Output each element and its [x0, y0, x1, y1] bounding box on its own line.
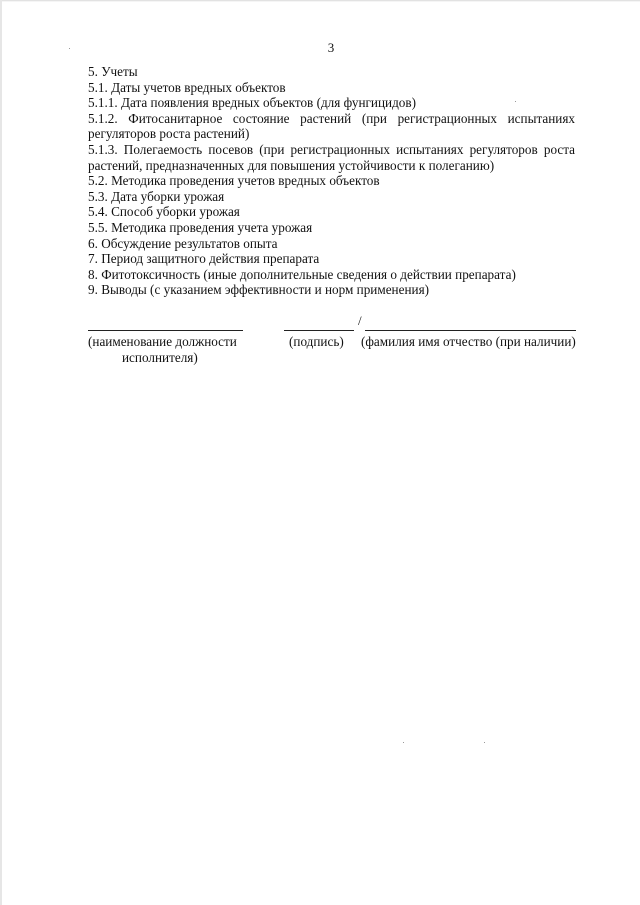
position-signature-line [88, 330, 243, 331]
signature-caption: (подпись) [289, 334, 344, 349]
scan-edge-top [0, 0, 640, 2]
list-item: 5.2. Методика проведения учетов вредных объектов [88, 173, 380, 189]
scan-speck [484, 742, 485, 743]
signature-block [88, 313, 578, 373]
signature-slash: / [358, 313, 362, 328]
scan-speck [403, 742, 404, 743]
full-name-signature-line [365, 330, 576, 331]
position-caption [88, 334, 237, 366]
list-item: 5.3. Дата уборки урожая [88, 188, 225, 204]
list-item: 5.1.1. Дата появления вредных объектов (для фунгицидов) [88, 95, 416, 111]
list-item: 9. Выводы (с указанием эффективности и норм применения) [88, 282, 430, 298]
list-item: 5.1. Даты учетов вредных объектов [88, 79, 286, 95]
list-item: 5.5. Методика проведения учета урожая [88, 219, 313, 235]
list-item: 5.4. Способ уборки урожая [88, 204, 240, 220]
scan-speck [515, 101, 516, 102]
position-caption-line2: исполнителя) [122, 350, 198, 365]
list-item: 7. Период защитного действия препарата [88, 251, 320, 267]
position-caption-line1: (наименование должности [88, 334, 237, 349]
scan-speck [69, 48, 70, 49]
signature-line [284, 330, 354, 331]
page-number: 3 [327, 40, 335, 55]
list-item: 6. Обсуждение результатов опыта [88, 235, 278, 251]
full-name-caption: (фамилия имя отчество (при наличии) [361, 334, 576, 349]
list-item: 5.1.3. Полегаемость посевов (при регистрационных испытаниях регуляторов роста растений, предназначенных для повышения устойчивости к полеганию) [88, 141, 575, 173]
list-item: 5.1.2. Фитосанитарное состояние растений (при регистрационных испытаниях регуляторов роста растений) [88, 110, 575, 142]
document-body [88, 64, 575, 298]
scan-edge-left [0, 0, 2, 905]
list-item: 8. Фитотоксичность (иные дополнительные сведения о действии препарата) [88, 266, 516, 282]
list-item: 5. Учеты [88, 64, 138, 79]
